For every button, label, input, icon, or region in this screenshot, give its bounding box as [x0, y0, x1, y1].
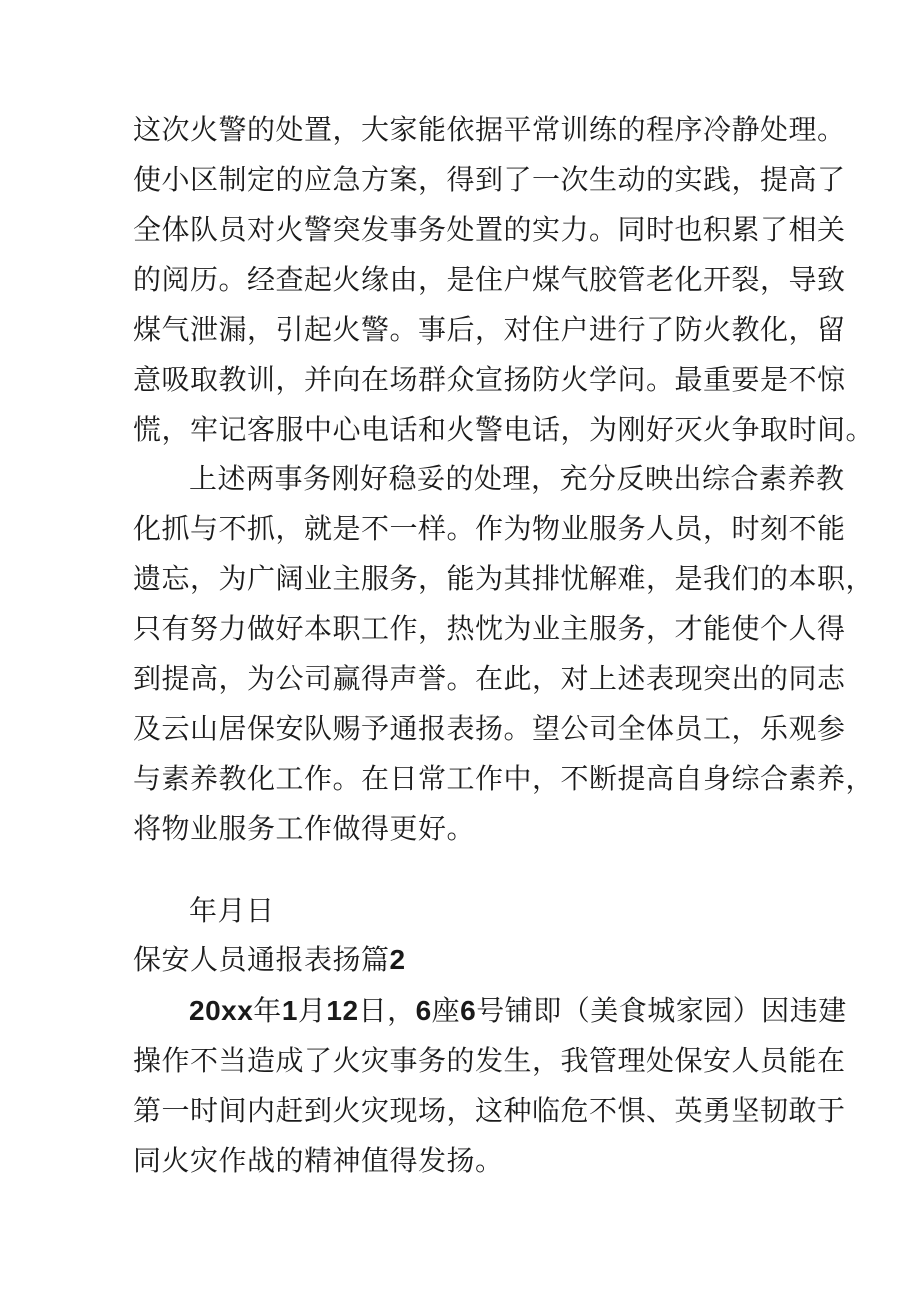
paragraph-1-line-4: 的阅历。经查起火缘由，是住户煤气胶管老化开裂，导致: [133, 263, 846, 296]
month-suffix: 月: [297, 994, 327, 1027]
paragraph-1-line-2: 使小区制定的应急方案，得到了一次生动的实践，提高了: [133, 163, 846, 196]
section-heading-number: 2: [389, 944, 406, 975]
month-number: 1: [281, 995, 298, 1026]
day-number: 12: [326, 995, 359, 1026]
paragraph-3-line-1: [189, 993, 869, 1029]
paragraph-3-line-4: 同火灾作战的精神值得发扬。: [133, 1144, 504, 1177]
paragraph-2-line-8: 将物业服务工作做得更好。: [133, 812, 476, 845]
paragraph-1-line-3: 全体队员对火警突发事务处置的实力。同时也积累了相关: [133, 213, 846, 246]
paragraph-2-line-4: 只有努力做好本职工作，热忱为业主服务，才能使个人得: [133, 612, 846, 645]
section-heading: [133, 942, 813, 978]
paragraph-2-line-6: 及云山居保安队赐予通报表扬。望公司全体员工，乐观参: [133, 712, 846, 745]
paragraph-1-line-1: 这次火警的处置，大家能依据平常训练的程序冷静处理。: [133, 113, 846, 146]
paragraph-3-line-2: 操作不当造成了火灾事务的发生，我管理处保安人员能在: [133, 1044, 846, 1077]
paragraph-2-line-3: 遗忘，为广阔业主服务，能为其排忧解难，是我们的本职，: [133, 562, 875, 595]
paragraph-2-line-5: 到提高，为公司赢得声誉。在此，对上述表现突出的同志: [133, 662, 846, 695]
paragraph-1-line-6: 意吸取教训，并向在场群众宣扬防火学问。最重要是不惊: [133, 363, 846, 396]
paragraph-3-line-3: 第一时间内赶到火灾现场，这种临危不惧、英勇坚韧敢于: [133, 1094, 846, 1127]
year-suffix: 年: [253, 994, 282, 1027]
paragraph-1-line-5: 煤气泄漏，引起火警。事后，对住户进行了防火教化，留: [133, 313, 846, 346]
shop-description: 号铺即（美食城家园）因违建: [476, 994, 847, 1027]
year-text: 20xx: [189, 995, 254, 1026]
block-suffix: 座: [431, 994, 461, 1027]
section-heading-text: 保安人员通报表扬篇: [133, 943, 390, 976]
block-number: 6: [415, 995, 432, 1026]
paragraph-1-line-7: 慌，牢记客服中心电话和火警电话，为刚好灭火争取时间。: [133, 413, 875, 446]
paragraph-2-line-2: 化抓与不抓，就是不一样。作为物业服务人员，时刻不能: [133, 512, 846, 545]
paragraph-2-line-1: 上述两事务刚好稳妥的处理，充分反映出综合素养教: [189, 462, 845, 495]
date-line: 年月日: [189, 894, 275, 927]
day-suffix: 日，: [358, 994, 416, 1027]
shop-number: 6: [460, 995, 477, 1026]
paragraph-2-line-7: 与素养教化工作。在日常工作中，不断提高自身综合素养，: [133, 762, 875, 795]
